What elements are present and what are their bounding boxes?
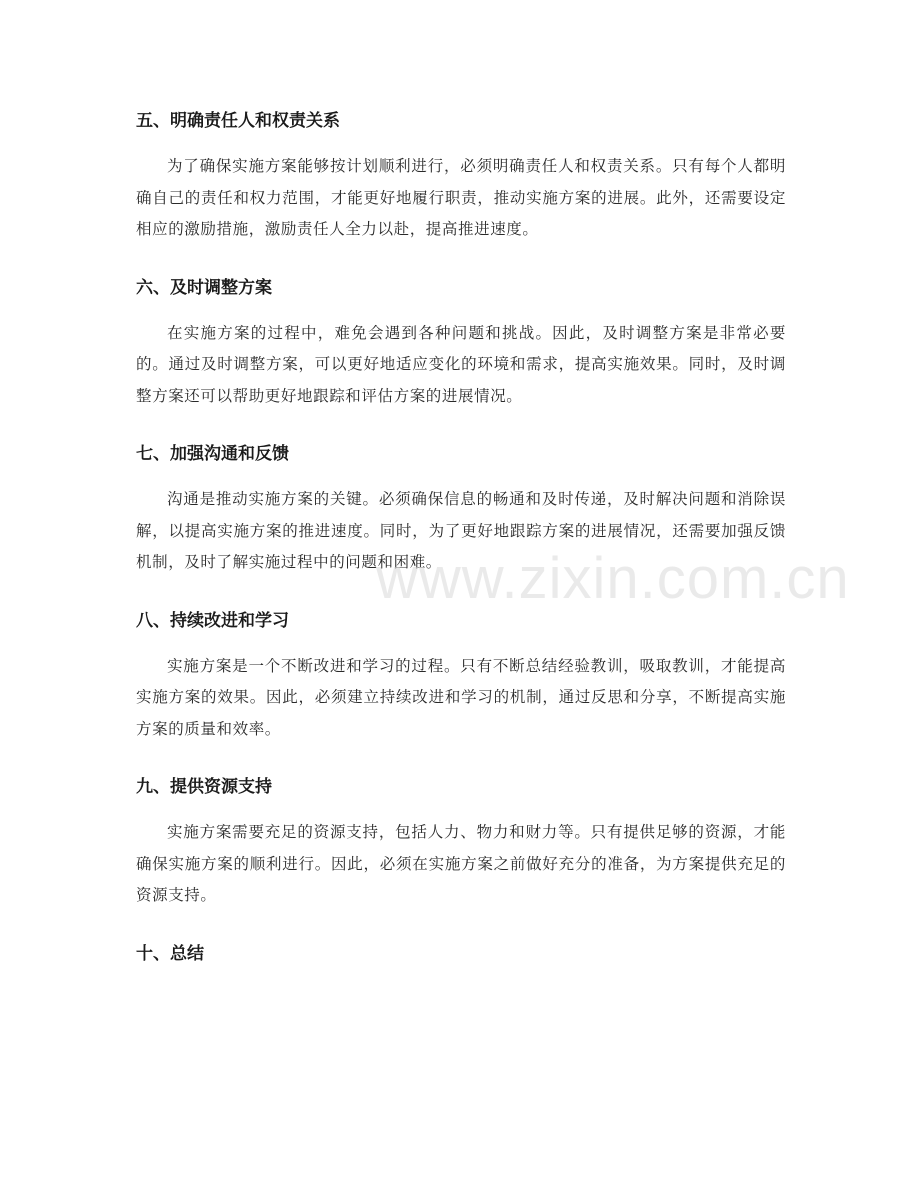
section-6 [136, 275, 786, 413]
section-7 [136, 441, 786, 579]
section-9 [136, 774, 786, 912]
section-heading: 七、加强沟通和反馈 [136, 444, 289, 464]
document-body [136, 108, 786, 984]
section-8 [136, 608, 786, 746]
watermark: www.zixin.com.cn [376, 546, 850, 611]
section-heading: 九、提供资源支持 [136, 777, 272, 797]
section-paragraph: 实施方案需要充足的资源支持，包括人力、物力和财力等。只有提供足够的资源，才能确保实施方案的顺利进行。因此，必须在实施方案之前做好充分的准备，为方案提供充足的资源支持。 [136, 823, 786, 904]
section-heading: 八、持续改进和学习 [136, 610, 289, 631]
section-5 [136, 108, 786, 246]
section-heading: 十、总结 [136, 943, 204, 964]
section-paragraph: 沟通是推动实施方案的关键。必须确保信息的畅通和及时传递，及时解决问题和消除误解，以提高实施方案的推进速度。同时，为了更好地跟踪方案的进展情况，还需要加强反馈机制，及时了解实施过程中的问题和困难。 [136, 490, 786, 571]
section-paragraph: 在实施方案的过程中，难免会遇到各种问题和挑战。因此，及时调整方案是非常必要的。通过及时调整方案，可以更好地适应变化的环境和需求，提高实施效果。同时，及时调整方案还可以帮助更好地跟踪和评估方案的进展情况。 [136, 323, 786, 405]
section-10 [136, 941, 786, 967]
section-paragraph: 实施方案是一个不断改进和学习的过程。只有不断总结经验教训，吸取教训，才能提高实施方案的效果。因此，必须建立持续改进和学习的机制，通过反思和分享，不断提高实施方案的质量和效率。 [136, 656, 786, 738]
section-heading: 六、及时调整方案 [136, 277, 272, 298]
section-paragraph: 为了确保实施方案能够按计划顺利进行，必须明确责任人和权责关系。只有每个人都明确自己的责任和权力范围，才能更好地履行职责，推动实施方案的进展。此外，还需要设定相应的激励措施，激励责任人全力以赴，提高推进速度。 [136, 157, 786, 238]
section-heading: 五、明确责任人和权责关系 [136, 111, 340, 131]
